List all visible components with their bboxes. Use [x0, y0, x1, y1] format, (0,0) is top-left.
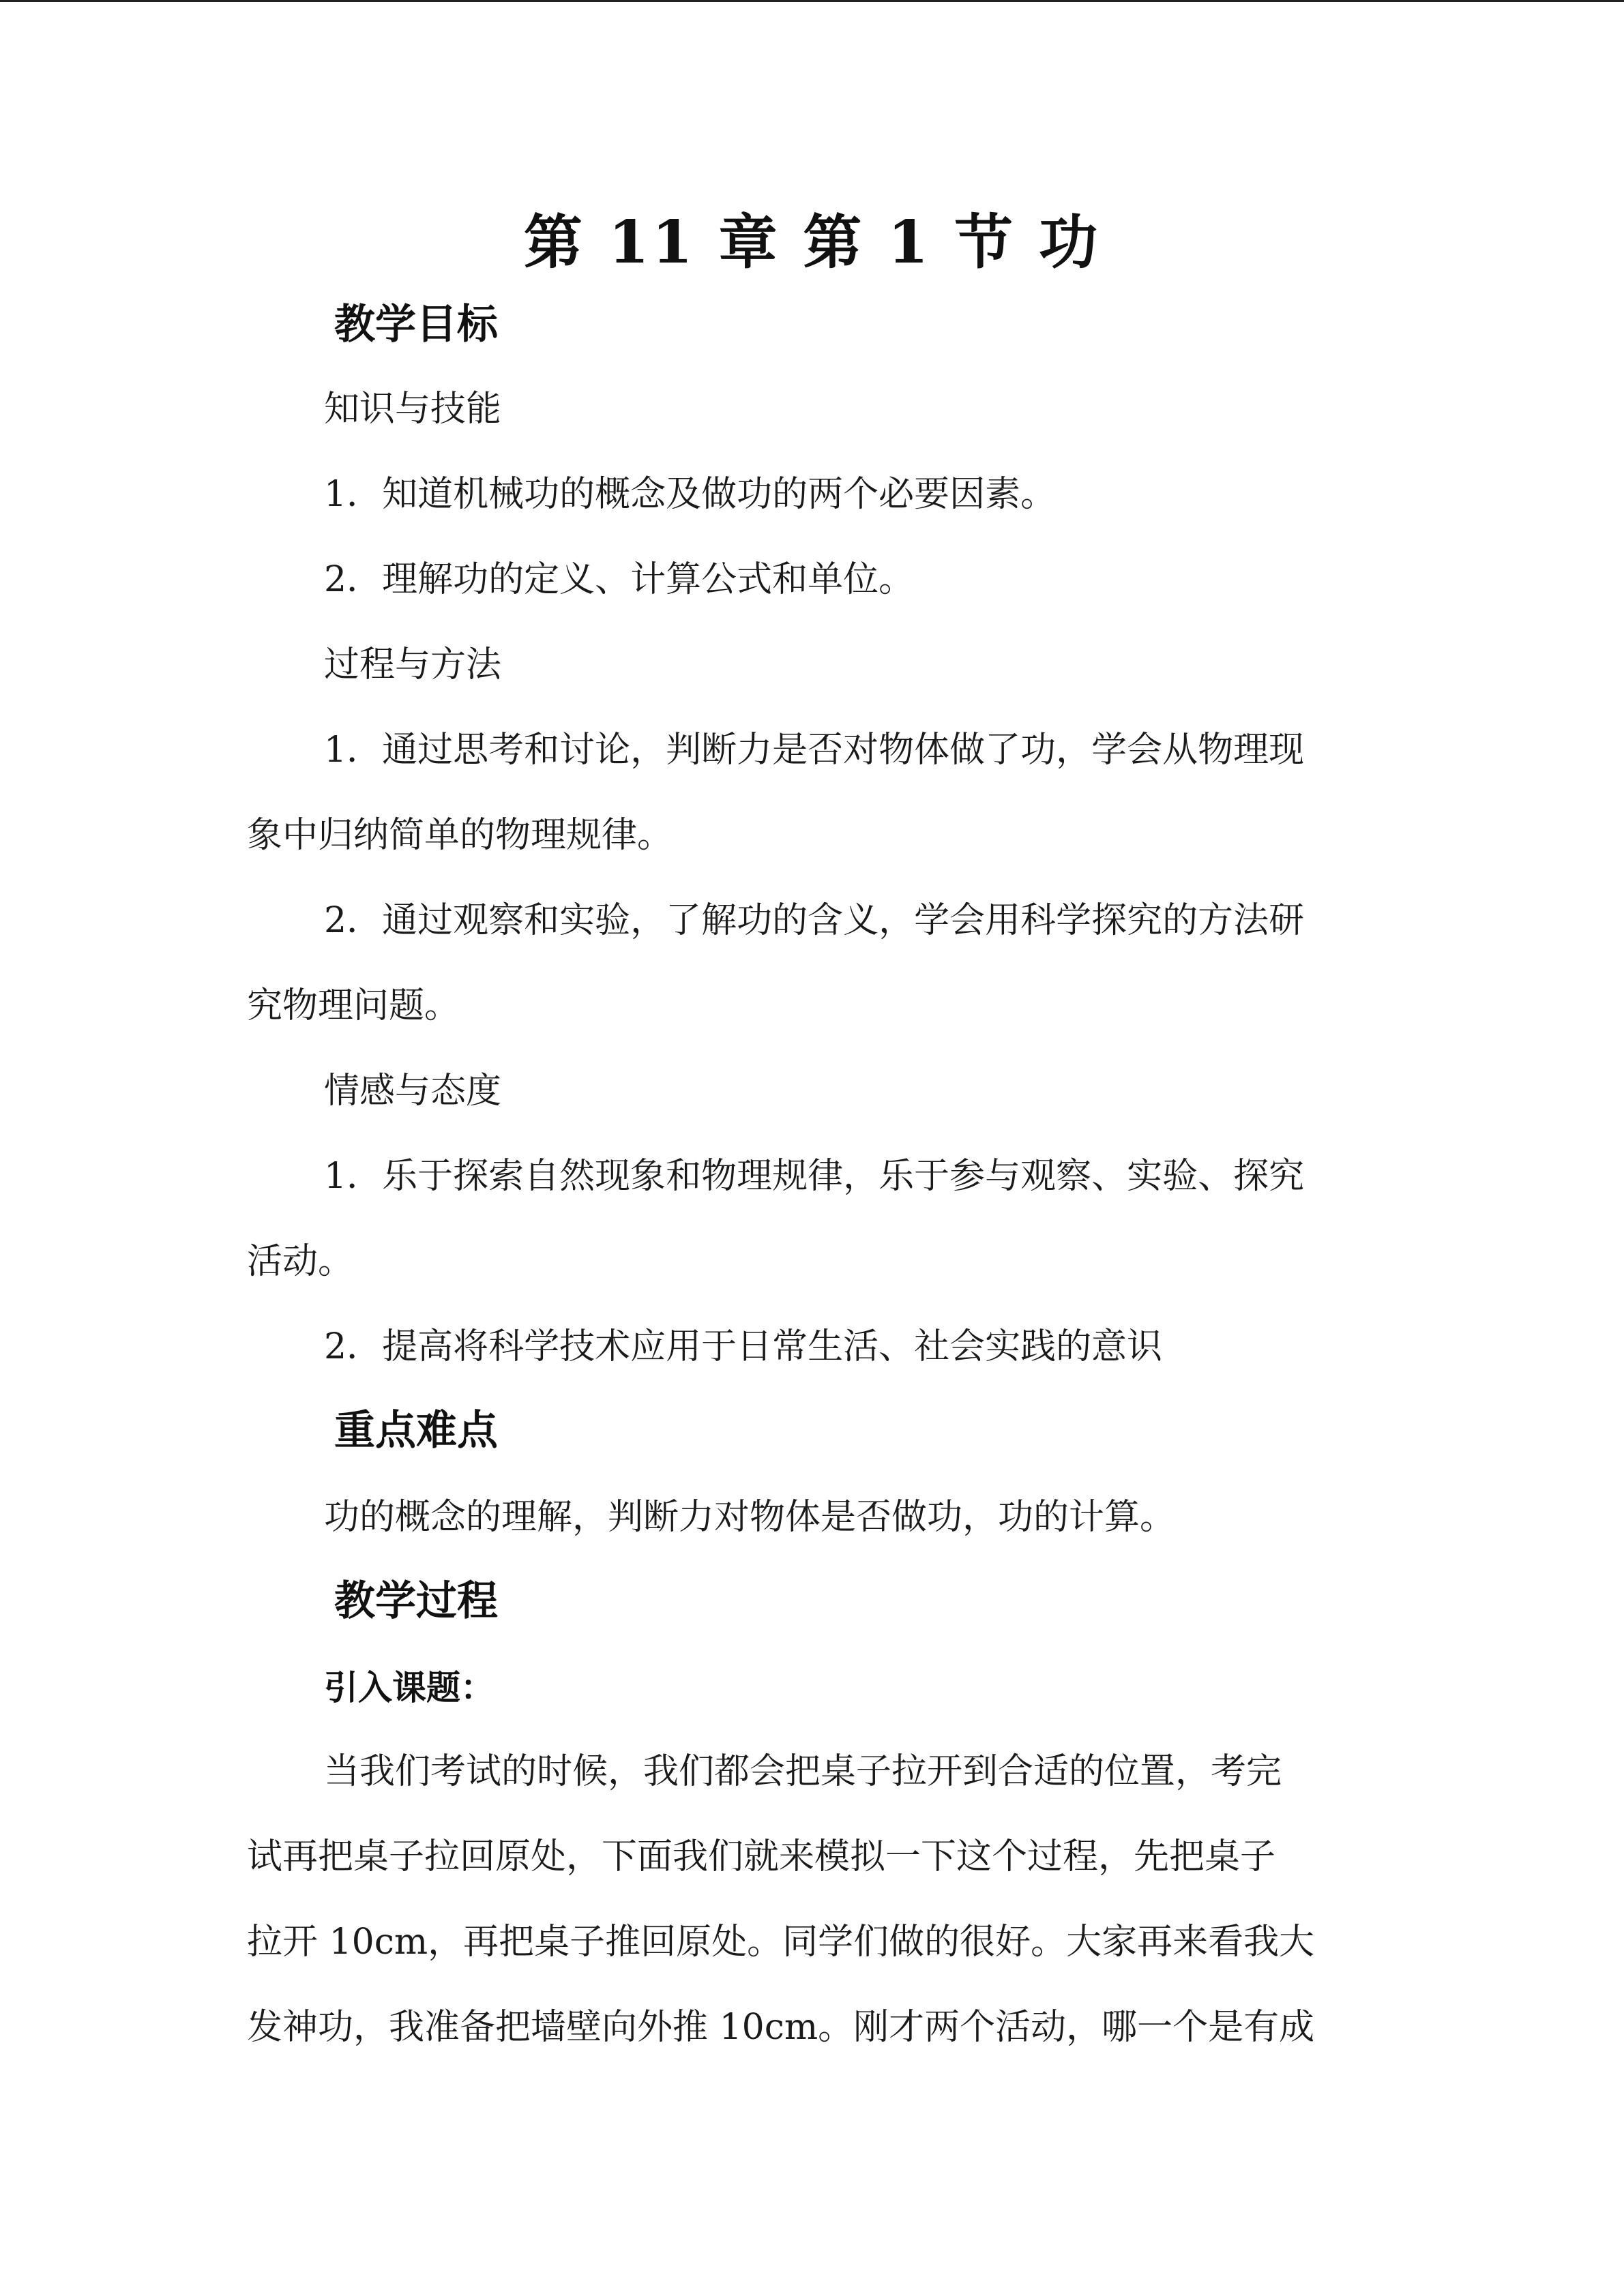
process-item-1-line-2: 象中归纳简单的物理规律。 — [247, 815, 673, 856]
key-points-heading: 重点难点 — [334, 1407, 498, 1455]
emotion-attitude-label: 情感与态度 — [324, 1071, 502, 1112]
process-item-2-line-1: 2．通过观察和实验，了解功的含义，学会用科学探究的方法研 — [324, 900, 1305, 941]
intro-paragraph-line-2: 试再把桌子拉回原处，下面我们就来模拟一下这个过程，先把桌子 — [247, 1836, 1276, 1877]
knowledge-skills-label: 知识与技能 — [324, 389, 502, 430]
process-item-1-line-1: 1．通过思考和讨论，判断力是否对物体做了功，学会从物理现 — [324, 730, 1305, 771]
process-item-2-line-2: 究物理问题。 — [247, 985, 460, 1026]
knowledge-item-1: 1．知道机械功的概念及做功的两个必要因素。 — [324, 474, 1057, 515]
knowledge-item-2: 2．理解功的定义、计算公式和单位。 — [324, 559, 915, 600]
page-top-border — [0, 0, 1624, 2]
emotion-item-2: 2．提高将科学技术应用于日常生活、社会实践的意识 — [324, 1326, 1163, 1367]
objectives-heading: 教学目标 — [334, 301, 498, 348]
key-points-text: 功的概念的理解，判断力对物体是否做功，功的计算。 — [324, 1497, 1176, 1538]
teaching-process-heading: 教学过程 — [334, 1577, 498, 1625]
emotion-item-1-line-1: 1．乐于探索自然现象和物理规律，乐于参与观察、实验、探究 — [324, 1156, 1305, 1197]
intro-paragraph-line-1: 当我们考试的时候，我们都会把桌子拉开到合适的位置，考完 — [324, 1751, 1282, 1792]
emotion-item-1-line-2: 活动。 — [247, 1241, 354, 1282]
intro-topic-label: 引入课题： — [324, 1667, 494, 1708]
process-methods-label: 过程与方法 — [324, 644, 502, 685]
intro-paragraph-line-4: 发神功，我准备把墙壁向外推 10cm。刚才两个活动，哪一个是有成 — [247, 2007, 1315, 2048]
page-title: 第 11 章 第 1 节 功 — [523, 208, 1101, 277]
intro-paragraph-line-3: 拉开 10cm，再把桌子推回原处。同学们做的很好。大家再来看我大 — [247, 1922, 1315, 1963]
